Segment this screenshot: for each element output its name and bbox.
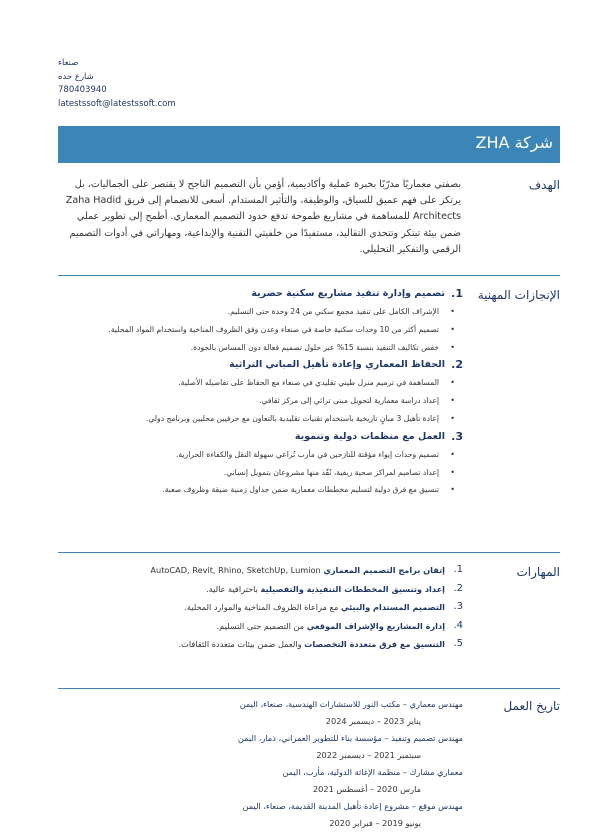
achievements-list — [58, 287, 463, 501]
skill-name: إدارة المشاريع والإشراف الموقعي — [306, 620, 445, 631]
work-role: مهندس معماري – مكتب النور للاستشارات الهندسية، صنعاء، اليمن — [239, 699, 463, 709]
section-divider — [58, 552, 560, 553]
section-title-objective: الهدف — [528, 178, 560, 192]
contact-email[interactable]: latestssoft@latestssoft.com — [58, 98, 176, 109]
work-history-list — [58, 697, 463, 833]
work-entry — [58, 765, 463, 799]
skill-detail: AutoCAD, Revit, Rhino, SketchUp, Lumion — [150, 565, 321, 575]
skill-name: التصميم المستدام والبيئي — [340, 602, 445, 613]
skill-name: إعداد وتنسيق المخططات التنفيذية والتفصيلية — [260, 583, 445, 594]
skill-detail: من التصميم حتى التسليم. — [216, 620, 305, 631]
achievement-number: 2. — [451, 358, 463, 372]
achievement-number: 3. — [451, 429, 463, 443]
contact-block — [58, 57, 176, 111]
skill-item — [58, 561, 463, 580]
skill-number: 5. — [453, 638, 463, 650]
skill-number: 2. — [453, 582, 463, 594]
skill-number: 3. — [453, 601, 463, 613]
contact-street: شارع حده — [58, 71, 94, 82]
achievement-bullet: • خفض تكاليف التنفيذ بنسبة 15% عبر حلول تصميم فعالة دون المساس بالجودة. — [58, 341, 441, 355]
section-divider — [58, 275, 560, 276]
achievement-title: الحفاظ المعماري وإعادة تأهيل المباني التراثية — [229, 359, 445, 371]
skills-list — [58, 561, 463, 654]
work-role: معماري مشارك – منظمة الإغاثة الدولية، مأرب، اليمن — [282, 767, 463, 777]
achievement-title: العمل مع منظمات دولية وتنموية — [294, 430, 445, 442]
achievement-bullet: • إعداد دراسة معمارية لتحويل مبنى تراثي إلى مركز ثقافي. — [58, 394, 441, 408]
achievement-bullet: • إعداد تصاميم لمراكز صحية ريفية، نُفّذ منها مشروعان بتمويل إنساني. — [58, 466, 441, 480]
skill-number: 4. — [453, 619, 463, 631]
skill-detail: باحترافية عالية. — [206, 583, 258, 594]
skill-item — [58, 580, 463, 599]
contact-city: صنعاء — [58, 58, 79, 68]
skill-item — [58, 617, 463, 636]
work-entry — [58, 697, 463, 731]
company-banner — [58, 126, 560, 163]
achievement-number: 1. — [451, 287, 463, 300]
skill-number: 1. — [453, 564, 463, 575]
company-name: شركة ZHA — [475, 133, 553, 152]
achievement-bullet: • تصميم وحدات إيواء مؤقتة للنازحين في مأرب تُراعي سهولة النقل والكفاءة الحرارية. — [58, 448, 441, 462]
objective-text: بصفتي معماريًا مدرّبًا بخبرة عملية وأكاديمية، أؤمن بأن التصميم الناجح لا يقتصر على الجماليات، بل يرتكز على فهم عميق للسياق، والوظيفة، والتأثير المستدام. أسعى للانضمام إلى فريق Zaha Hadid Architects للمساهمة في مشاريع طموحة تدفع حدود التصميم المعماري. أطمح إلى تطوير عملي ضمن بيئة تبتكر وتتحدى التقاليد، مستفيدًا من خلفيتي التقنية والإبداعية، ومهاراتي في أدوات التصميم الرقمي والتفكير التحليلي. — [65, 179, 461, 255]
achievement-bullet: • تنسيق مع فرق دولية لتسليم مخططات معمارية ضمن جداول زمنية ضيقة وظروف صعبة. — [58, 483, 441, 497]
section-title-work-history: تاريخ العمل — [503, 699, 560, 713]
skill-detail: مع مراعاة الظروف المناخية والموارد المحلية. — [184, 602, 339, 613]
section-title-skills: المهارات — [516, 565, 560, 579]
work-dates: يناير 2023 – ديسمبر 2024 — [325, 716, 421, 726]
achievement-group — [58, 358, 463, 425]
achievement-bullet: • الإشراف الكامل على تنفيذ مجمع سكني من 24 وحدة حتى التسليم. — [58, 305, 441, 319]
achievement-group — [58, 287, 463, 354]
work-dates: مارس 2020 – أغسطس 2021 — [312, 784, 421, 794]
skill-item — [58, 635, 463, 654]
work-role: مهندس موقع – مشروع إعادة تأهيل المدينة القديمة، صنعاء، اليمن — [242, 801, 463, 811]
contact-phone: 780403940 — [58, 85, 107, 95]
skill-name: التنسيق مع فرق متعددة التخصصات — [304, 639, 445, 650]
work-entry — [58, 799, 463, 833]
skill-name: إتقان برامج التصميم المعماري — [323, 565, 445, 575]
skill-item — [58, 598, 463, 617]
work-dates: سبتمبر 2021 – ديسمبر 2022 — [316, 750, 421, 760]
skill-detail: والعمل ضمن بيئات متعددة الثقافات. — [178, 639, 302, 650]
section-divider — [58, 688, 560, 689]
work-entry — [58, 731, 463, 765]
work-role: مهندس تصميم وتنفيذ – مؤسسة بناء للتطوير العمراني، ذمار، اليمن — [237, 733, 463, 743]
achievement-group — [58, 430, 463, 497]
achievement-bullet: • المساهمة في ترميم منزل طيني تقليدي في صنعاء مع الحفاظ على تفاصيله الأصلية. — [58, 376, 441, 390]
achievement-bullet: • تصميم أكثر من 10 وحدات سكنية خاصة في صنعاء وعدن وفق الظروف المناخية واستخدام المواد المحلية. — [58, 323, 441, 337]
work-dates: يونيو 2019 – فبراير 2020 — [329, 818, 421, 828]
achievement-title: تصميم وإدارة تنفيذ مشاريع سكنية حضرية — [251, 288, 445, 299]
achievement-bullet: • إعادة تأهيل 3 مبانٍ تاريخية باستخدام تقنيات تقليدية بالتعاون مع حرفيين محليين وبرنامج دولي. — [58, 412, 441, 426]
section-title-achievements: الإنجازات المهنية — [477, 288, 560, 302]
